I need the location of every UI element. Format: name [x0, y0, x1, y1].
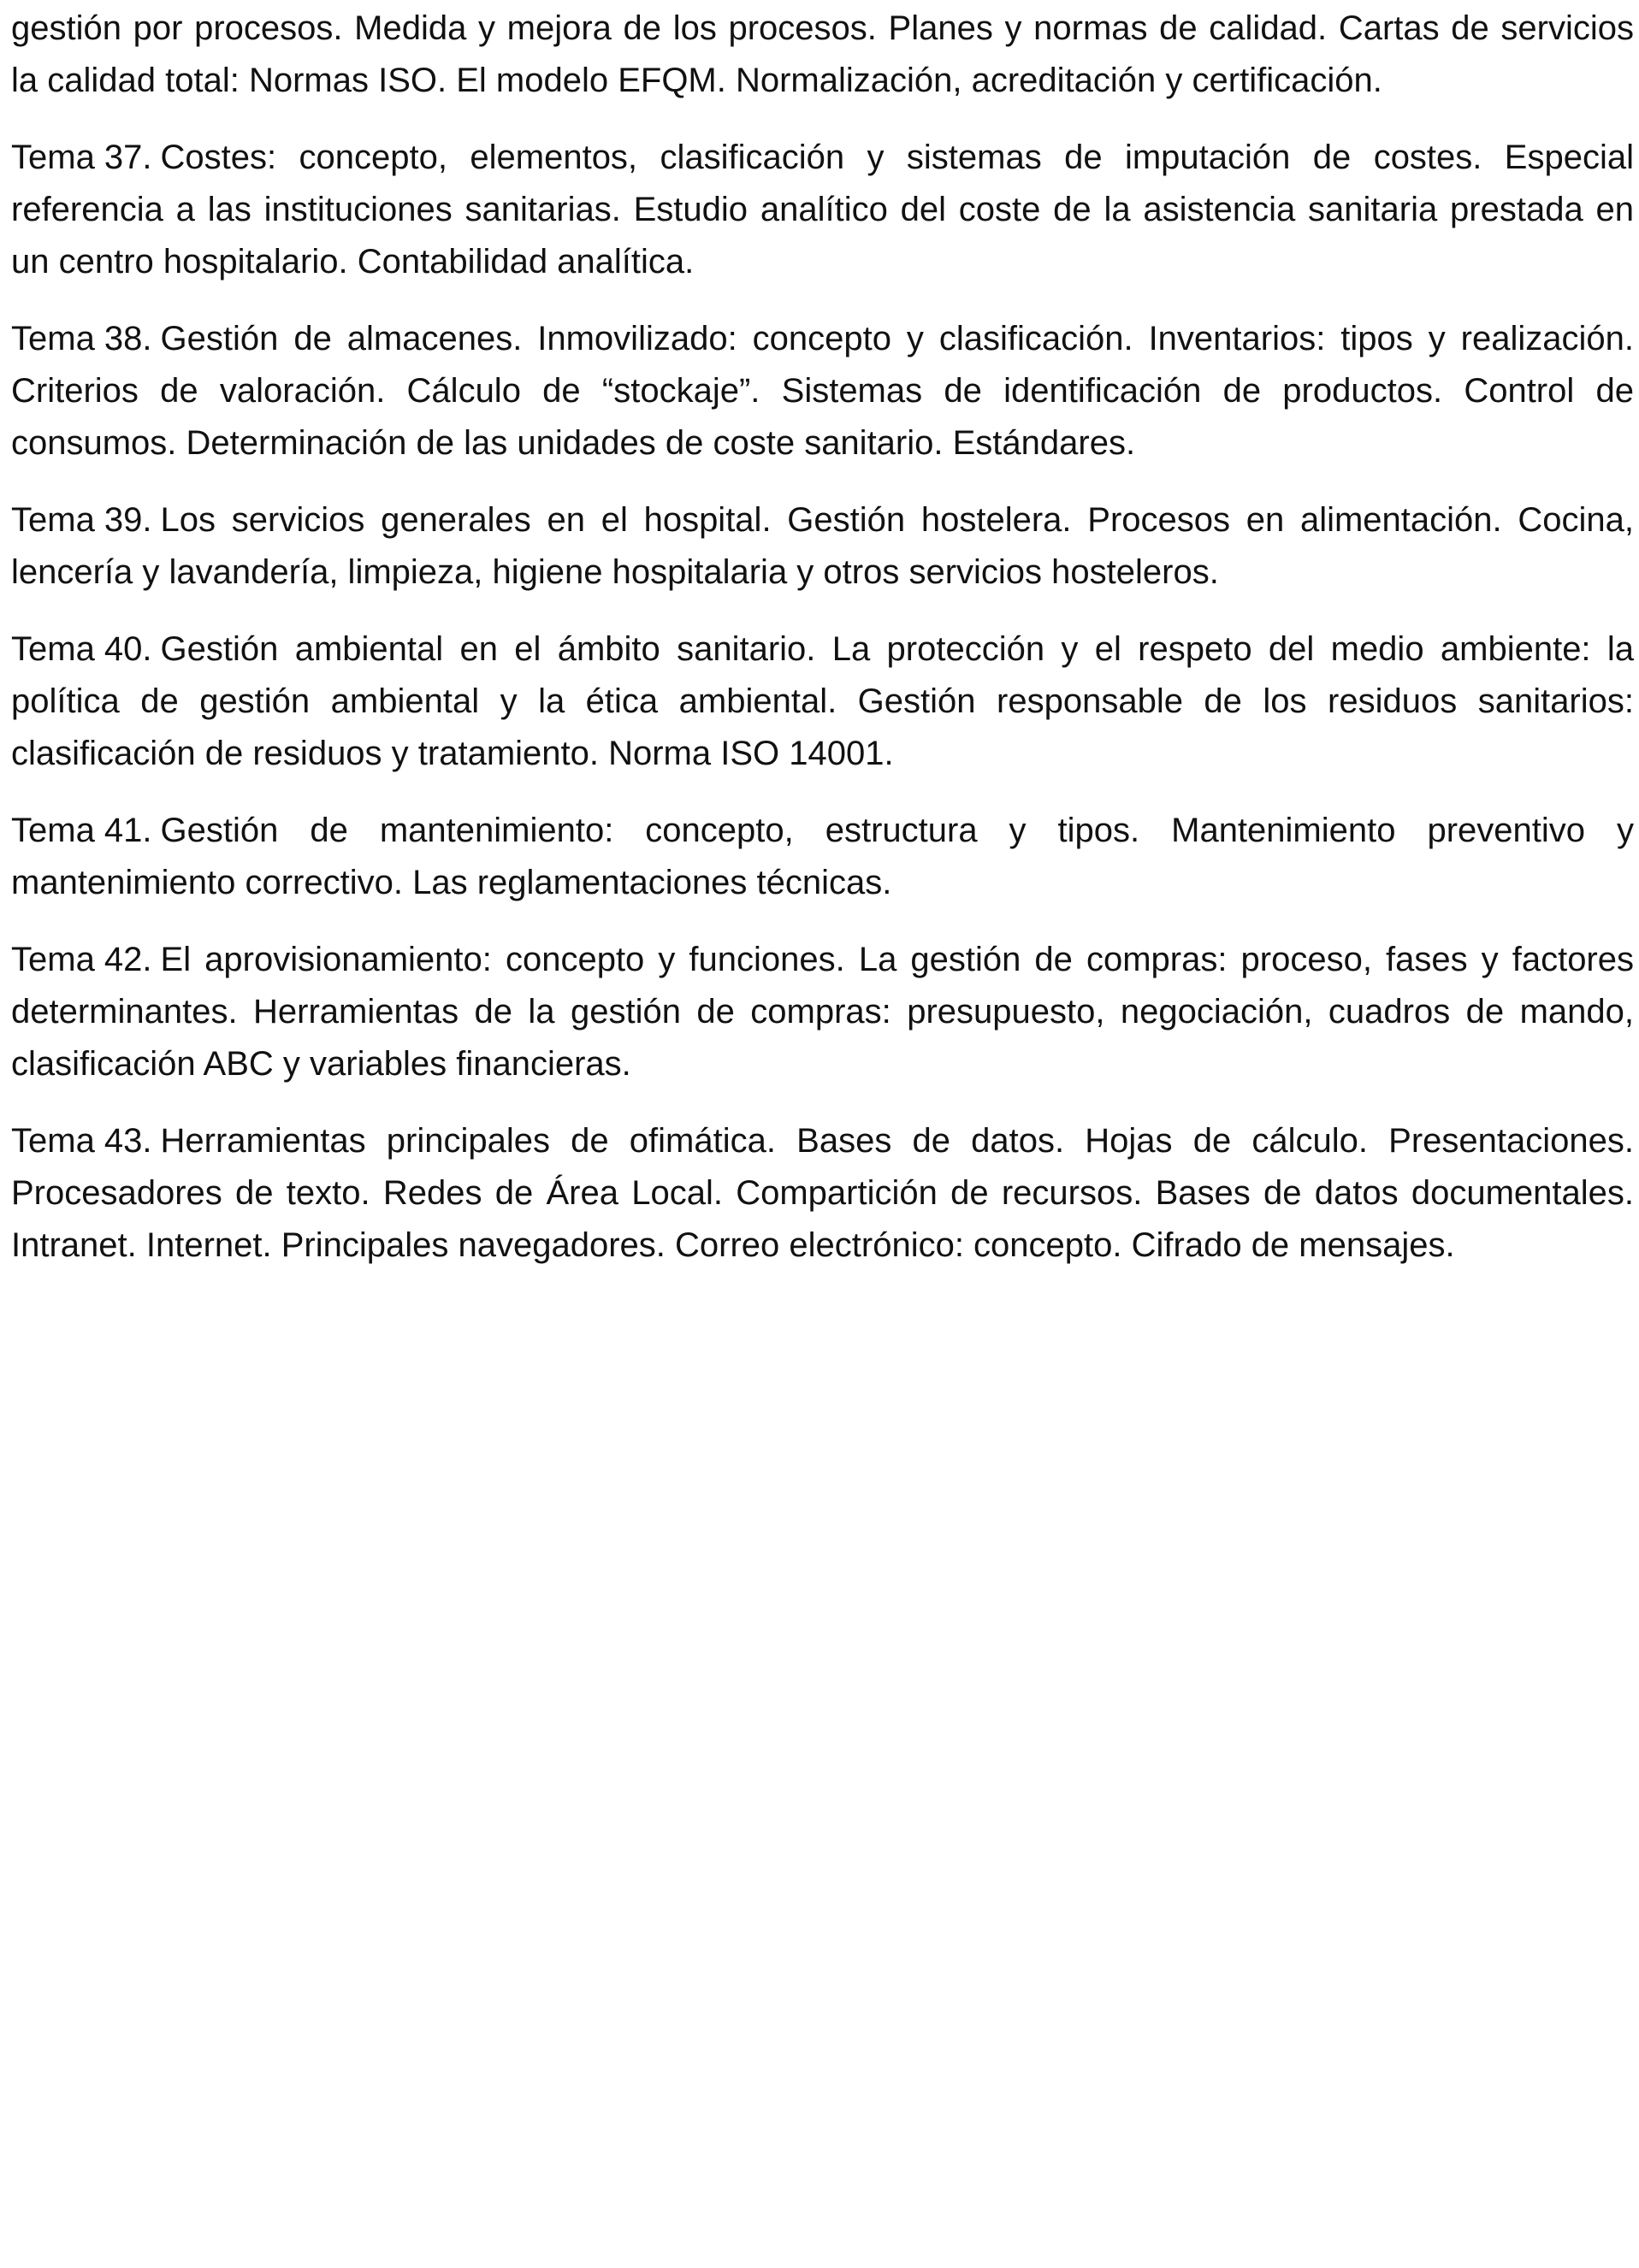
- tema-40-label: Tema 40.: [11, 630, 152, 668]
- tema-39-text: Los servicios generales en el hospital. Gestión hostelera. Procesos en alimentación. Cocina, lencería y lavandería, limpieza, higiene hospitalaria y otros servicios hosteleros.: [11, 501, 1634, 591]
- tema-43-text: Herramientas principales de ofimática. Bases de datos. Hojas de cálculo. Presentaciones. Procesadores de texto. Redes de Área Local. Compartición de recursos. Bases de datos documentales. Intranet. Internet. Principales navegadores. Correo electrónico: concepto. Cifrado de mensajes.: [11, 1122, 1634, 1264]
- tema-41-label: Tema 41.: [11, 812, 152, 849]
- tema-43-paragraph: [11, 1115, 1634, 1272]
- tema-42-paragraph: [11, 934, 1634, 1090]
- tema-40-text: Gestión ambiental en el ámbito sanitario. La protección y el respeto del medio ambiente: la política de gestión ambiental y la ética ambiental. Gestión responsable de los residuos sanitarios: clasificación de residuos y tratamiento. Norma ISO 14001.: [11, 630, 1634, 772]
- intro-text: gestión por procesos. Medida y mejora de los procesos. Planes y normas de calidad. Cartas de servicios la calidad total: Normas ISO. El modelo EFQM. Normalización, acreditación y certificación.: [11, 9, 1634, 99]
- tema-43-label: Tema 43.: [11, 1122, 152, 1160]
- tema-37-label: Tema 37.: [11, 139, 152, 176]
- tema-42-label: Tema 42.: [11, 941, 152, 978]
- intro-paragraph: [11, 3, 1634, 107]
- tema-39-paragraph: [11, 494, 1634, 599]
- tema-38-paragraph: [11, 313, 1634, 470]
- document-page: [11, 0, 1634, 1296]
- tema-37-paragraph: [11, 132, 1634, 288]
- tema-40-paragraph: [11, 623, 1634, 780]
- tema-38-text: Gestión de almacenes. Inmovilizado: concepto y clasificación. Inventarios: tipos y realización. Criterios de valoración. Cálculo de “stockaje”. Sistemas de identificación de productos. Control de consumos. Determinación de las unidades de coste sanitario. Estándares.: [11, 320, 1634, 462]
- tema-41-paragraph: [11, 805, 1634, 909]
- tema-41-text: Gestión de mantenimiento: concepto, estructura y tipos. Mantenimiento preventivo y mantenimiento correctivo. Las reglamentaciones técnicas.: [11, 812, 1634, 901]
- tema-37-text: Costes: concepto, elementos, clasificación y sistemas de imputación de costes. Especial referencia a las instituciones sanitarias. Estudio analítico del coste de la asistencia sanitaria prestada en un centro hospitalario. Contabilidad analítica.: [11, 139, 1634, 281]
- tema-42-text: El aprovisionamiento: concepto y funciones. La gestión de compras: proceso, fases y factores determinantes. Herramientas de la gestión de compras: presupuesto, negociación, cuadros de mando, clasificación ABC y variables financieras.: [11, 941, 1634, 1083]
- tema-39-label: Tema 39.: [11, 501, 152, 539]
- tema-38-label: Tema 38.: [11, 320, 152, 357]
